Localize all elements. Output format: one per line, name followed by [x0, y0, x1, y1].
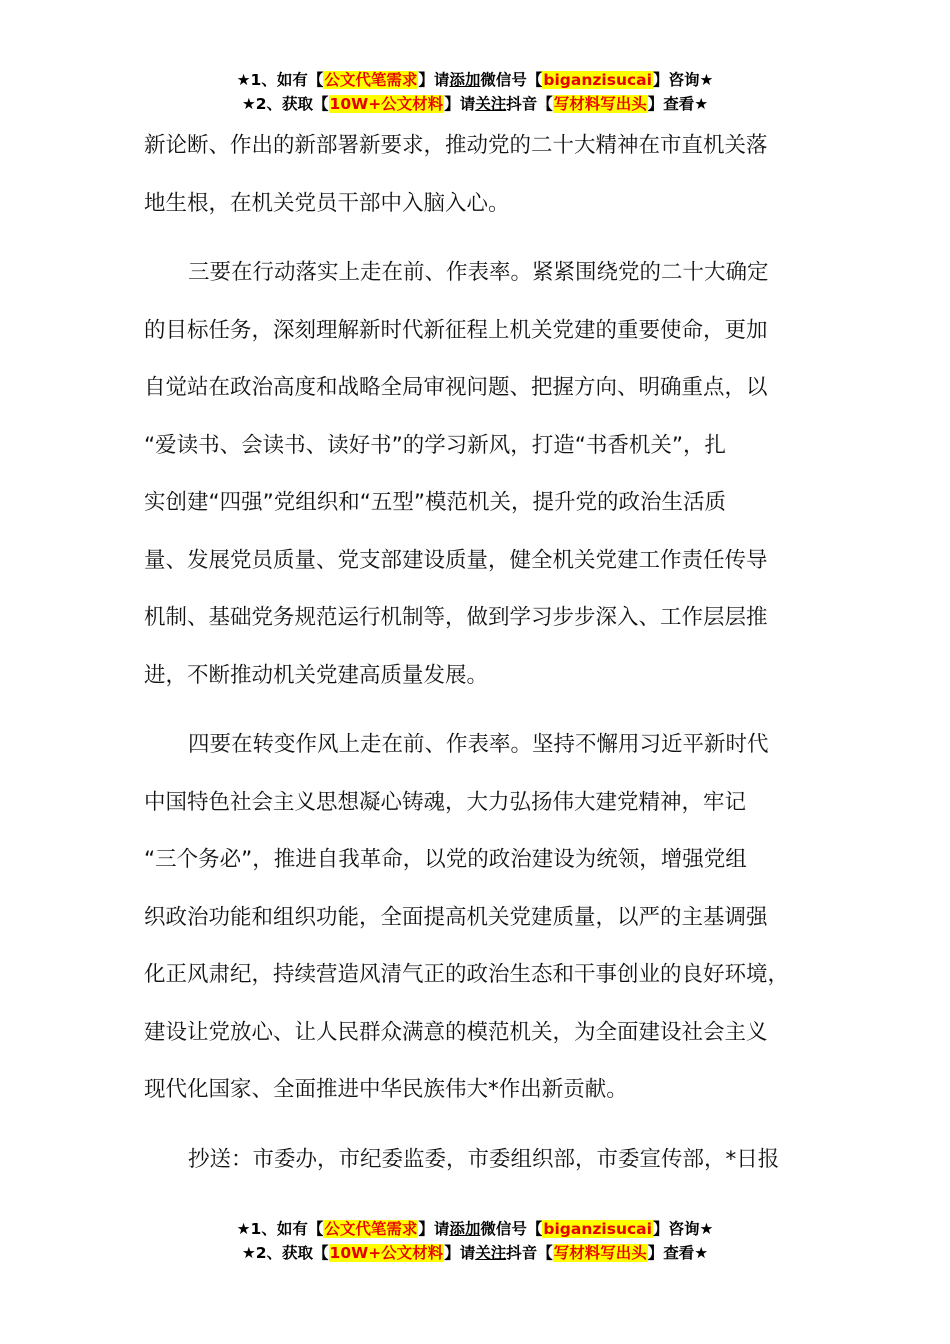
body-line: 中国特色社会主义思想凝心铸魂，大力弘扬伟大建党精神，牢记 — [144, 789, 747, 815]
banner-highlight: 公文代笔需求 — [324, 1220, 418, 1238]
body-line: 进，不断推动机关党建高质量发展。 — [144, 662, 489, 688]
document-body — [144, 117, 824, 1188]
banner-highlight: 10W+公文材料 — [329, 95, 444, 113]
body-line: 现代化国家、全面推进中华民族伟大*作出新贡献。 — [144, 1077, 628, 1102]
body-line: 地生根，在机关党员干部中入脑入心。 — [144, 190, 510, 216]
body-line: 实创建“四强”党组织和“五型”模范机关，提升党的政治生活质 — [144, 490, 727, 515]
wechat-id-highlight: biganzisucai — [543, 71, 652, 89]
banner-line-2: ★2、获取【10W+公文材料】请关注抖音【写材料写出头】查看★ — [241, 1244, 709, 1262]
body-line: 自觉站在政治高度和战略全局审视问题、把握方向、明确重点，以 — [144, 375, 768, 400]
paragraph-start: 三要在行动落实上走在前、作表率。紧紧围绕党的二十大确定 — [188, 260, 769, 285]
star-icon: ★ — [241, 1244, 256, 1262]
star-icon: ★ — [236, 71, 251, 89]
body-line: 化正风肃纪，持续营造风清气正的政治生态和干事创业的良好环境， — [144, 962, 790, 987]
bottom-banner — [0, 1217, 950, 1265]
body-line: 新论断、作出的新部署新要求，推动党的二十大精神在市直机关落 — [144, 133, 768, 158]
banner-line-1: ★1、如有【公文代笔需求】请添加微信号【biganzisucai】咨询★ — [236, 1220, 714, 1238]
cc-line: 抄送：市委办，市纪委监委，市委组织部，市委宣传部，*日报 — [188, 1146, 780, 1172]
body-line: 建设让党放心、让人民群众满意的模范机关，为全面建设社会主义 — [144, 1019, 768, 1045]
body-line: “三个务必”，推进自我革命，以党的政治建设为统领，增强党组 — [144, 847, 747, 872]
wechat-id-highlight: biganzisucai — [543, 1220, 652, 1238]
star-icon: ★ — [236, 1220, 251, 1238]
douyin-id-highlight: 写材料写出头 — [553, 95, 647, 113]
banner-highlight: 10W+公文材料 — [329, 1244, 444, 1262]
douyin-id-highlight: 写材料写出头 — [553, 1244, 647, 1262]
body-line: 织政治功能和组织功能，全面提高机关党建质量，以严的主基调强 — [144, 904, 768, 930]
banner-line-2: ★2、获取【10W+公文材料】请关注抖音【写材料写出头】查看★ — [241, 95, 709, 113]
body-line: “爱读书、会读书、读好书”的学习新风，打造“书香机关”，扎 — [144, 432, 727, 458]
top-banner — [0, 68, 950, 116]
body-line: 机制、基础党务规范运行机制等，做到学习步步深入、工作层层推 — [144, 605, 768, 630]
paragraph-start: 四要在转变作风上走在前、作表率。坚持不懈用习近平新时代 — [188, 732, 769, 757]
star-icon: ★ — [241, 95, 256, 113]
body-line: 的目标任务，深刻理解新时代新征程上机关党建的重要使命，更加 — [144, 317, 768, 343]
banner-highlight: 公文代笔需求 — [324, 71, 418, 89]
banner-line-1: ★1、如有【公文代笔需求】请添加微信号【biganzisucai】咨询★ — [236, 71, 714, 89]
body-line: 量、发展党员质量、党支部建设质量，健全机关党建工作责任传导 — [144, 547, 768, 573]
